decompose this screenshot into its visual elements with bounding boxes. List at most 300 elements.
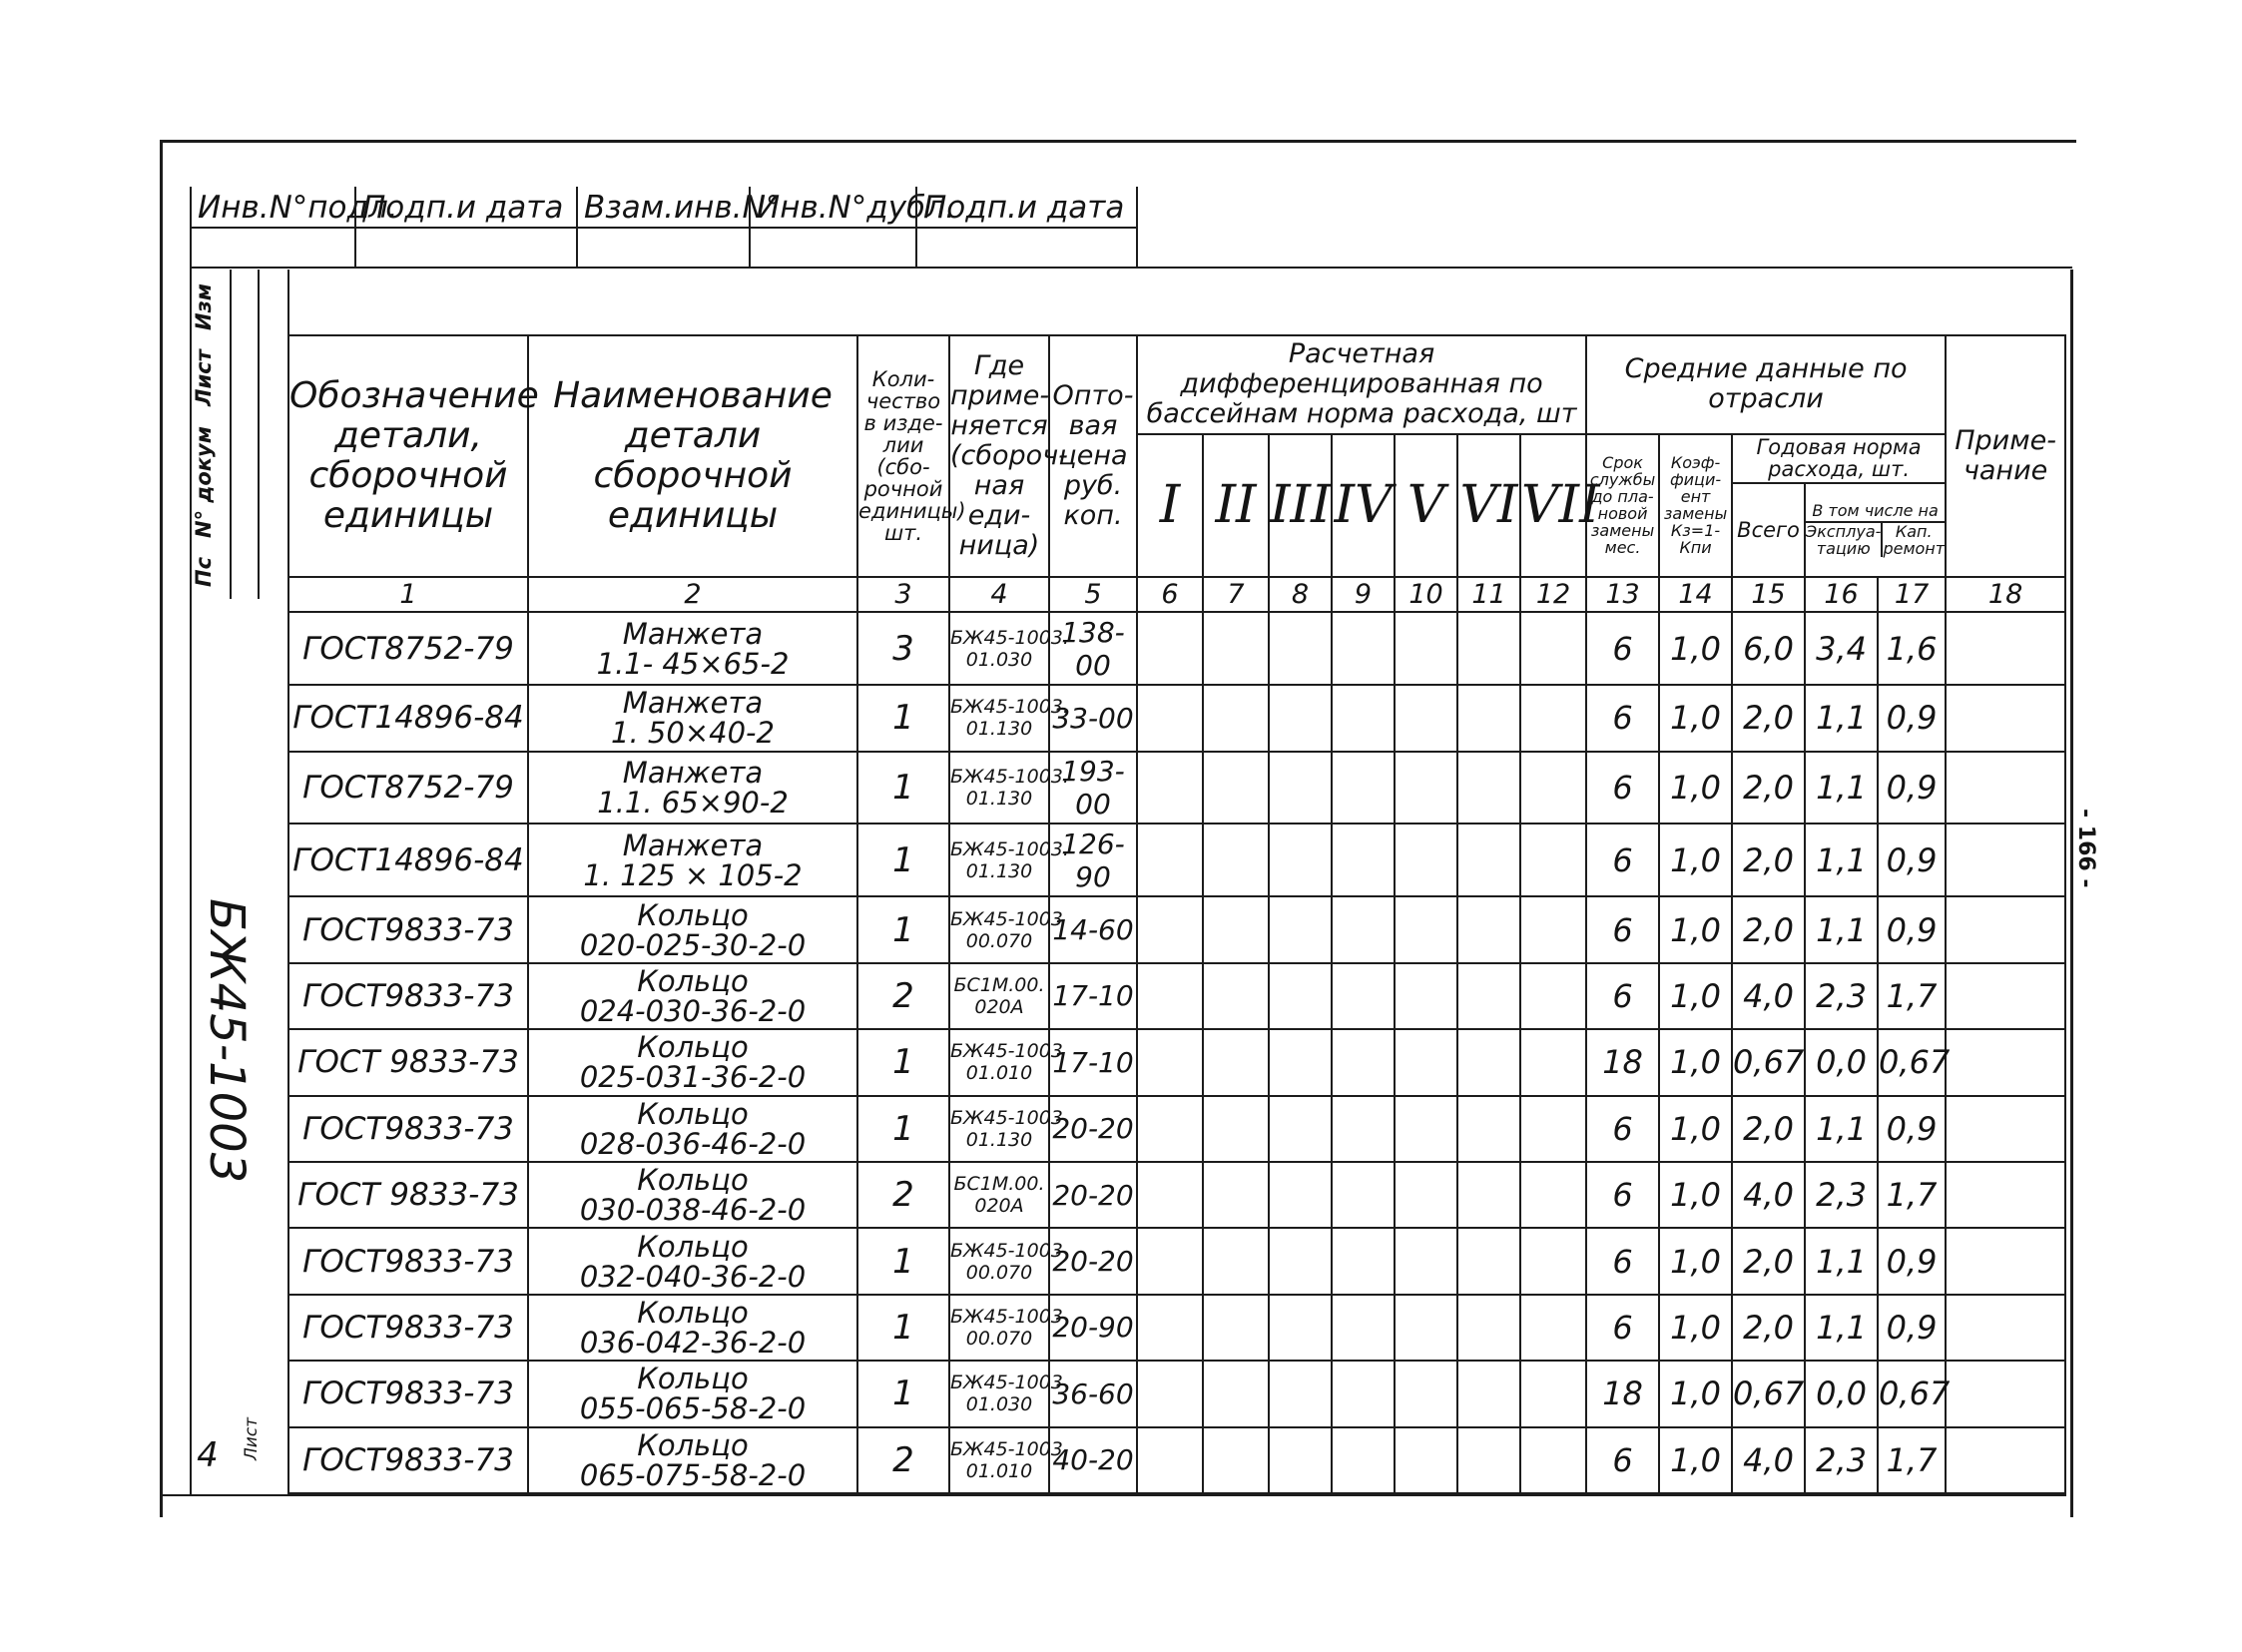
cell-basin [1395, 963, 1457, 1029]
column-number: 6 [1137, 577, 1203, 612]
table-row [288, 1295, 2065, 1361]
cell-price: 193-00 [1049, 752, 1137, 825]
cell-where-used [949, 612, 1069, 685]
stamp-cell-sign-date-2 [915, 187, 1138, 267]
column-number: 1 [288, 577, 528, 612]
cell-total: 0,67 [1732, 1361, 1805, 1426]
cell-basin [1269, 1295, 1332, 1361]
cell-name-size: 020-025-30-2-0 [579, 927, 807, 962]
cell-qty: 1 [857, 1029, 949, 1095]
cell-basin [1203, 1427, 1269, 1493]
stamp-cell-replaced-inv [576, 187, 782, 267]
cell-name [528, 1361, 857, 1426]
cell-where-used [949, 824, 1069, 896]
cell-repair: 0,9 [1878, 896, 1946, 962]
cell-basin [1269, 1162, 1332, 1228]
header-price: Опто-вая цена руб. коп. [1049, 335, 1137, 577]
cell-basin [1520, 1228, 1586, 1294]
cell-coefficient: 1,0 [1659, 612, 1732, 685]
stamp-cell-sign-date [354, 187, 576, 267]
cell-basin [1457, 752, 1520, 825]
table-row [288, 1228, 2065, 1294]
header-industry: Средние данные по отрасли [1586, 335, 1946, 434]
cell-basin [1203, 963, 1269, 1029]
cell-coefficient: 1,0 [1659, 1096, 1732, 1162]
cell-where-line-2: 01.130 [965, 859, 1033, 882]
cell-note [1946, 896, 2065, 962]
cell-total: 4,0 [1732, 1427, 1805, 1493]
cell-basin [1520, 824, 1586, 896]
cell-repair: 0,9 [1878, 1295, 1946, 1361]
column-number: 3 [857, 577, 949, 612]
column-number: 7 [1203, 577, 1269, 612]
column-number: 15 [1732, 577, 1805, 612]
cell-name-type: Кольцо [637, 1295, 749, 1330]
cell-name-size: 032-040-36-2-0 [579, 1259, 807, 1294]
column-number: 10 [1395, 577, 1457, 612]
cell-where-used [949, 896, 1063, 962]
cell-coefficient: 1,0 [1659, 1427, 1732, 1493]
cell-note [1946, 752, 2065, 825]
cell-note [1946, 963, 2065, 1029]
column-number: 16 [1805, 577, 1878, 612]
header-designation: Обозначение детали, сборочной единицы [288, 335, 528, 577]
column-number: 5 [1049, 577, 1137, 612]
table-row [288, 896, 2065, 962]
stamp-cell-inv-original [190, 187, 398, 267]
cell-basin [1395, 1361, 1457, 1426]
cell-name-size: 036-042-36-2-0 [579, 1325, 807, 1360]
cell-basin [1137, 612, 1203, 685]
cell-basin [1137, 963, 1203, 1029]
cell-basin [1457, 1096, 1520, 1162]
cell-where-used [949, 1228, 1063, 1294]
cell-name [528, 1427, 857, 1493]
cell-service-life: 18 [1586, 1361, 1659, 1426]
cell-where-line-2: 00.070 [965, 929, 1033, 952]
cell-qty: 1 [857, 752, 949, 825]
cell-basin [1332, 824, 1395, 896]
cell-price: 33-00 [1049, 685, 1137, 751]
rev-label-sheet: Лист [192, 349, 216, 407]
cell-basin [1332, 1427, 1395, 1493]
cell-basin [1203, 1029, 1269, 1095]
cell-service-life: 6 [1586, 1096, 1659, 1162]
parts-norm-table [287, 334, 2066, 1494]
stamp-label: Взам.инв.N° [578, 187, 749, 229]
cell-basin [1395, 1427, 1457, 1493]
cell-service-life: 6 [1586, 1228, 1659, 1294]
cell-designation: ГОСТ9833-73 [288, 1096, 528, 1162]
cell-basin [1203, 1162, 1269, 1228]
cell-operation: 1,1 [1805, 1096, 1878, 1162]
cell-where-used [949, 1295, 1063, 1361]
cell-where-line-2: 01.010 [965, 1459, 1033, 1482]
cell-repair: 0,9 [1878, 1228, 1946, 1294]
cell-total: 2,0 [1732, 752, 1805, 825]
header-repair: Кап. ремонт [1883, 522, 1946, 559]
cell-where-line-1: БЖ45-1003. [950, 837, 1069, 860]
title-stamp [190, 187, 1138, 267]
column-number: 13 [1586, 577, 1659, 612]
cell-basin [1137, 1228, 1203, 1294]
cell-operation: 1,1 [1805, 752, 1878, 825]
cell-name-size: 028-036-46-2-0 [579, 1126, 807, 1161]
cell-basin [1520, 1427, 1586, 1493]
cell-basin [1332, 685, 1395, 751]
cell-price: 20-20 [1049, 1228, 1137, 1294]
cell-basin [1269, 896, 1332, 962]
cell-basin [1269, 1228, 1332, 1294]
cell-basin [1395, 1029, 1457, 1095]
cell-designation: ГОСТ 9833-73 [288, 1162, 528, 1228]
column-number: 14 [1659, 577, 1732, 612]
cell-repair: 0,9 [1878, 824, 1946, 896]
cell-price: 20-90 [1049, 1295, 1137, 1361]
cell-name [528, 824, 857, 896]
cell-repair: 1,7 [1878, 1427, 1946, 1493]
table-row [288, 752, 2065, 825]
cell-basin [1395, 824, 1457, 896]
cell-designation: ГОСТ9833-73 [288, 1361, 528, 1426]
cell-service-life: 6 [1586, 752, 1659, 825]
cell-basin [1203, 824, 1269, 896]
cell-basin [1520, 1096, 1586, 1162]
cell-basin [1395, 1162, 1457, 1228]
cell-where-line-2: 020А [974, 1195, 1024, 1218]
cell-basin [1269, 1427, 1332, 1493]
stamp-cell-inv-duplicate [749, 187, 955, 267]
cell-basin [1332, 1295, 1395, 1361]
stamp-label: Подп.и дата [356, 187, 576, 229]
cell-basin [1269, 685, 1332, 751]
cell-qty: 1 [857, 685, 949, 751]
cell-basin [1457, 1029, 1520, 1095]
cell-basin [1203, 752, 1269, 825]
cell-where-line-2: 01.130 [965, 718, 1033, 741]
cell-designation: ГОСТ9833-73 [288, 963, 528, 1029]
cell-operation: 0,0 [1805, 1029, 1878, 1095]
cell-name-size: 055-065-58-2-0 [579, 1391, 807, 1426]
cell-operation: 1,1 [1805, 685, 1878, 751]
cell-basin [1457, 1162, 1520, 1228]
cell-total: 2,0 [1732, 896, 1805, 962]
cell-basin [1520, 1029, 1586, 1095]
cell-basin [1395, 685, 1457, 751]
cell-basin [1203, 685, 1269, 751]
header-basin-1: I [1137, 434, 1203, 578]
header-norm: Расчетная дифференцированная по бассейнам норма расхода, шт [1137, 335, 1586, 434]
cell-note [1946, 1427, 2065, 1493]
cell-where-line-2: 020А [974, 995, 1024, 1018]
header-including-label: В том числе на [1806, 502, 1945, 523]
table-body [288, 612, 2065, 1493]
cell-basin [1457, 963, 1520, 1029]
cell-name-size: 1. 125 × 105-2 [583, 857, 803, 892]
cell-basin [1269, 1361, 1332, 1426]
cell-designation: ГОСТ8752-79 [288, 612, 528, 685]
cell-basin [1137, 1427, 1203, 1493]
cell-note [1946, 1029, 2065, 1095]
cell-service-life: 6 [1586, 1162, 1659, 1228]
header-where-used: Где приме-няется (сбороч-ная еди-ница) [949, 335, 1049, 577]
cell-where-line-1: БЖ45-1003. [950, 1437, 1069, 1460]
cell-name-type: Кольцо [637, 1362, 749, 1396]
cell-total: 2,0 [1732, 685, 1805, 751]
table-row [288, 685, 2065, 751]
cell-repair: 1,6 [1878, 612, 1946, 685]
cell-where-line-1: БЖ45-1003. [950, 696, 1069, 719]
cell-where-line-2: 01.030 [965, 648, 1033, 671]
cell-basin [1203, 1096, 1269, 1162]
rev-label-change: Изм [192, 283, 216, 331]
cell-basin [1137, 1029, 1203, 1095]
cell-basin [1395, 1096, 1457, 1162]
cell-name-size: 025-031-36-2-0 [579, 1060, 807, 1095]
cell-name [528, 1029, 857, 1095]
cell-basin [1332, 1029, 1395, 1095]
cell-name [528, 752, 857, 825]
cell-repair: 1,7 [1878, 963, 1946, 1029]
table-row [288, 963, 2065, 1029]
sheet-number: 4 [197, 1435, 219, 1475]
table-row [288, 1427, 2065, 1493]
cell-qty: 2 [857, 963, 949, 1029]
cell-operation: 0,0 [1805, 1361, 1878, 1426]
cell-operation: 1,1 [1805, 1295, 1878, 1361]
cell-basin [1457, 612, 1520, 685]
cell-basin [1457, 896, 1520, 962]
cell-basin [1332, 1361, 1395, 1426]
revision-labels [192, 277, 230, 597]
cell-where-line-1: БЖ45-1003. [950, 626, 1069, 649]
table-row [288, 1162, 2065, 1228]
cell-operation: 3,4 [1805, 612, 1878, 685]
cell-repair: 0,67 [1878, 1029, 1946, 1095]
cell-qty: 1 [857, 1295, 949, 1361]
cell-operation: 2,3 [1805, 1162, 1878, 1228]
cell-basin [1269, 1096, 1332, 1162]
cell-basin [1203, 896, 1269, 962]
header-service-life: Срок службы до пла-новой замены мес. [1586, 434, 1659, 578]
cell-basin [1457, 1427, 1520, 1493]
cell-designation: ГОСТ14896-84 [288, 824, 528, 896]
cell-basin [1457, 685, 1520, 751]
cell-basin [1137, 1162, 1203, 1228]
cell-basin [1457, 1361, 1520, 1426]
cell-price: 138-00 [1049, 612, 1137, 685]
cell-where-line-2: 01.130 [965, 788, 1033, 811]
cell-total: 4,0 [1732, 963, 1805, 1029]
cell-basin [1269, 752, 1332, 825]
cell-where-line-2: 01.010 [965, 1062, 1033, 1085]
column-number: 4 [949, 577, 1049, 612]
cell-total: 2,0 [1732, 1228, 1805, 1294]
cell-where-used [949, 1162, 1049, 1228]
cell-where-used [949, 963, 1049, 1029]
cell-where-used [949, 1029, 1063, 1095]
header-coefficient: Коэф-фици-ент замены Кз=1-Кпи [1659, 434, 1732, 578]
table-row [288, 824, 2065, 896]
cell-repair: 0,67 [1878, 1361, 1946, 1426]
cell-qty: 1 [857, 1096, 949, 1162]
frame-left-line [160, 140, 163, 1517]
column-number: 8 [1269, 577, 1332, 612]
cell-basin [1395, 896, 1457, 962]
cell-name-type: Кольцо [637, 897, 749, 932]
cell-basin [1137, 1096, 1203, 1162]
cell-where-used [949, 685, 1069, 751]
frame-rev-line-3 [287, 270, 289, 335]
cell-coefficient: 1,0 [1659, 1361, 1732, 1426]
header-basin-7: VII [1520, 434, 1586, 578]
cell-basin [1269, 1029, 1332, 1095]
cell-basin [1395, 1295, 1457, 1361]
header-qty: Коли-чество в изде-лии (сбо-рочной единицы) шт. [857, 335, 949, 577]
cell-operation: 1,1 [1805, 896, 1878, 962]
cell-note [1946, 685, 2065, 751]
column-number-row [288, 577, 2065, 612]
header-basin-4: IV [1332, 434, 1395, 578]
cell-qty: 1 [857, 896, 949, 962]
cell-basin [1332, 963, 1395, 1029]
cell-basin [1520, 896, 1586, 962]
cell-where-used [949, 1361, 1063, 1426]
cell-where-used [949, 752, 1069, 825]
cell-designation: ГОСТ8752-79 [288, 752, 528, 825]
cell-designation: ГОСТ9833-73 [288, 896, 528, 962]
cell-name-type: Манжета [622, 827, 764, 862]
cell-coefficient: 1,0 [1659, 1162, 1732, 1228]
cell-where-line-2: 01.130 [965, 1128, 1033, 1151]
cell-name-type: Манжета [622, 686, 764, 721]
column-number: 9 [1332, 577, 1395, 612]
cell-basin [1520, 1295, 1586, 1361]
cell-note [1946, 1361, 2065, 1426]
cell-service-life: 6 [1586, 685, 1659, 751]
cell-where-line-2: 00.070 [965, 1327, 1033, 1350]
cell-name-size: 1.1. 65×90-2 [597, 786, 789, 821]
page-number: - 166 - [2073, 809, 2098, 888]
cell-basin [1332, 612, 1395, 685]
column-number: 2 [528, 577, 857, 612]
cell-repair: 0,9 [1878, 685, 1946, 751]
cell-name-size: 030-038-46-2-0 [579, 1193, 807, 1228]
cell-basin [1137, 1295, 1203, 1361]
cell-name-type: Кольцо [637, 963, 749, 998]
frame-rev-line-1 [230, 270, 232, 599]
cell-basin [1203, 1361, 1269, 1426]
cell-price: 36-60 [1049, 1361, 1137, 1426]
cell-note [1946, 1228, 2065, 1294]
cell-note [1946, 612, 2065, 685]
cell-where-line-1: БЖ45-1003 [950, 1239, 1063, 1262]
cell-where-line-2: 00.070 [965, 1261, 1033, 1284]
cell-where-line-1: БС1М.00. [953, 1173, 1045, 1196]
frame-inner-top-line [190, 267, 2072, 269]
cell-basin [1457, 1228, 1520, 1294]
cell-basin [1395, 752, 1457, 825]
cell-price: 14-60 [1049, 896, 1137, 962]
cell-basin [1520, 963, 1586, 1029]
cell-name [528, 1162, 857, 1228]
cell-total: 6,0 [1732, 612, 1805, 685]
cell-where-line-2: 01.030 [965, 1393, 1033, 1416]
cell-basin [1520, 1361, 1586, 1426]
cell-basin [1395, 612, 1457, 685]
cell-qty: 2 [857, 1162, 949, 1228]
cell-where-line-1: БЖ45-1003 [950, 1372, 1063, 1394]
cell-basin [1395, 1228, 1457, 1294]
cell-basin [1137, 824, 1203, 896]
cell-price: 20-20 [1049, 1162, 1137, 1228]
header-name: Наименование детали сборочной единицы [528, 335, 857, 577]
cell-name [528, 685, 857, 751]
cell-total: 2,0 [1732, 1295, 1805, 1361]
cell-price: 20-20 [1049, 1096, 1137, 1162]
cell-basin [1457, 824, 1520, 896]
cell-name [528, 1295, 857, 1361]
cell-basin [1520, 1162, 1586, 1228]
cell-coefficient: 1,0 [1659, 963, 1732, 1029]
cell-basin [1203, 1295, 1269, 1361]
cell-basin [1332, 1228, 1395, 1294]
cell-name-type: Кольцо [637, 1030, 749, 1065]
cell-note [1946, 1295, 2065, 1361]
cell-total: 2,0 [1732, 824, 1805, 896]
cell-name-type: Манжета [622, 616, 764, 651]
cell-basin [1332, 896, 1395, 962]
cell-service-life: 6 [1586, 612, 1659, 685]
cell-qty: 1 [857, 1228, 949, 1294]
cell-service-life: 18 [1586, 1029, 1659, 1095]
table-row [288, 612, 2065, 685]
cell-coefficient: 1,0 [1659, 1228, 1732, 1294]
cell-name [528, 896, 857, 962]
sheet-label: Лист [242, 1416, 262, 1460]
cell-where-line-1: БЖ45-1003 [950, 907, 1063, 930]
cell-name [528, 612, 857, 685]
cell-coefficient: 1,0 [1659, 824, 1732, 896]
column-number: 12 [1520, 577, 1586, 612]
header-annual-norm: Годовая норма расхода, шт. [1732, 434, 1946, 483]
cell-service-life: 6 [1586, 963, 1659, 1029]
header-basin-6: VI [1457, 434, 1520, 578]
table-row [288, 1096, 2065, 1162]
cell-where-used [949, 1427, 1069, 1493]
cell-operation: 1,1 [1805, 1228, 1878, 1294]
column-number: 11 [1457, 577, 1520, 612]
cell-basin [1203, 1228, 1269, 1294]
cell-price: 126-90 [1049, 824, 1137, 896]
cell-qty: 3 [857, 612, 949, 685]
cell-where-line-1: БЖ45-1003 [950, 1305, 1063, 1328]
cell-coefficient: 1,0 [1659, 752, 1732, 825]
cell-designation: ГОСТ9833-73 [288, 1295, 528, 1361]
cell-price: 17-10 [1049, 1029, 1137, 1095]
cell-basin [1520, 685, 1586, 751]
cell-service-life: 6 [1586, 1295, 1659, 1361]
cell-basin [1332, 752, 1395, 825]
cell-service-life: 6 [1586, 896, 1659, 962]
cell-basin [1137, 685, 1203, 751]
cell-designation: ГОСТ9833-73 [288, 1427, 528, 1493]
cell-note [1946, 824, 2065, 896]
column-number: 18 [1946, 577, 2065, 612]
cell-name-size: 024-030-36-2-0 [579, 993, 807, 1028]
cell-qty: 1 [857, 824, 949, 896]
cell-name-type: Кольцо [637, 1163, 749, 1198]
